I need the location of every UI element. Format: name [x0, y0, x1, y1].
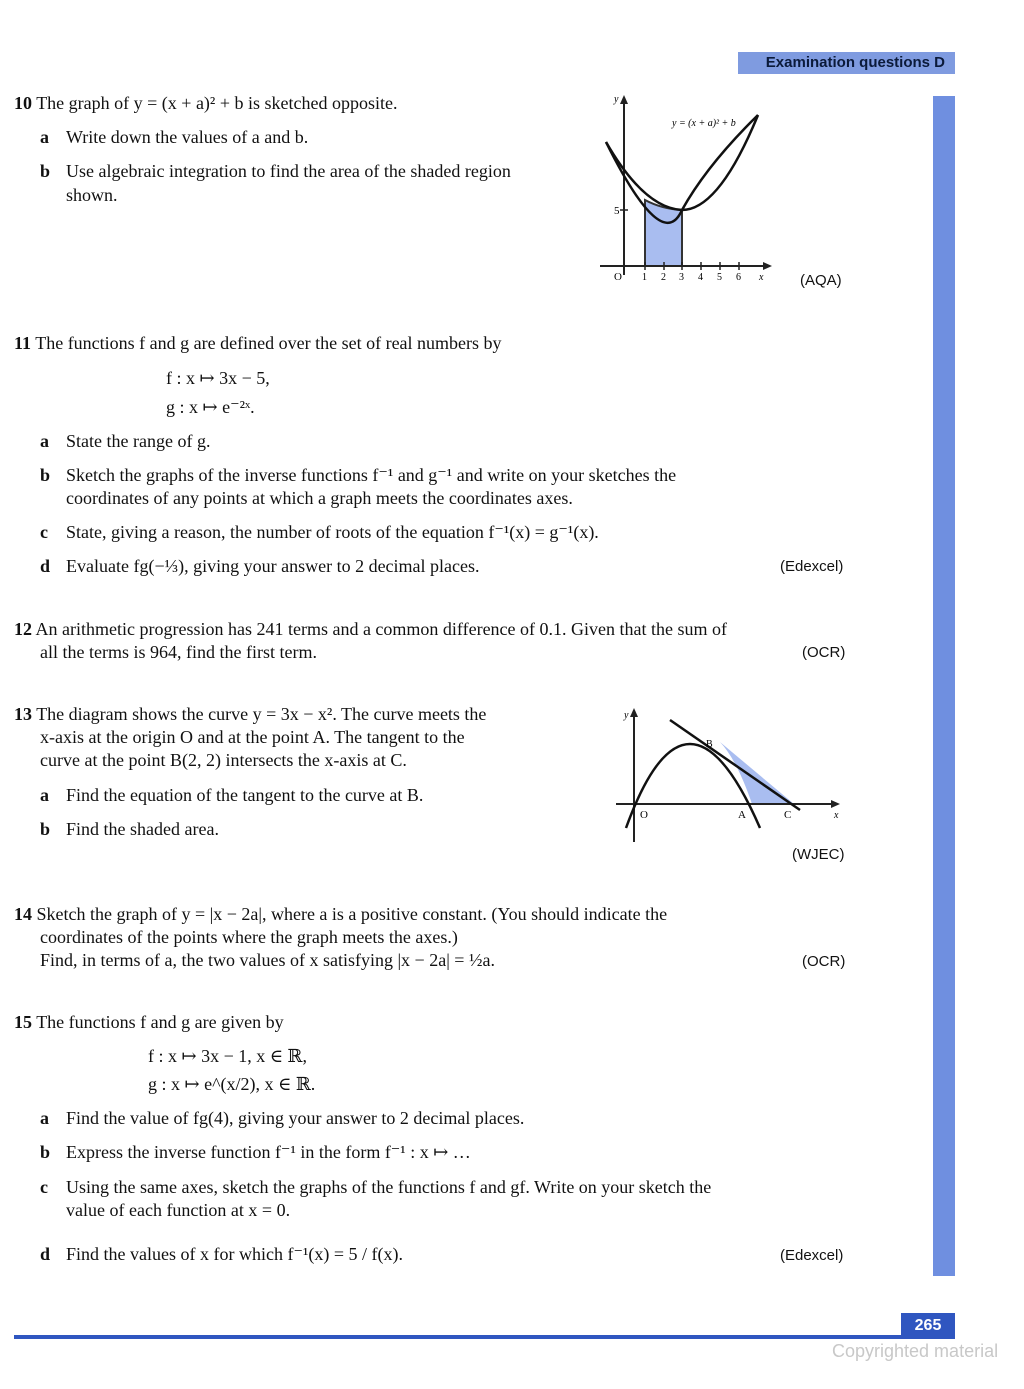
q10-x-tick: 4	[698, 272, 703, 283]
q10-x-tick: 6	[736, 272, 741, 283]
q10-source: (AQA)	[800, 272, 842, 289]
q15-part-d	[40, 1243, 403, 1265]
q10-graph	[592, 90, 782, 290]
q11-part-b-text-1: Sketch the graphs of the inverse functions f⁻¹ and g⁻¹ and write on your sketches the	[66, 465, 677, 485]
q12-text-1: An arithmetic progression has 241 terms and a common difference of 0.1. Given that the sum of	[35, 619, 728, 639]
q11-g-definition: g : x ↦ e⁻²ˣ.	[166, 397, 255, 417]
q10-x-tick: 5	[717, 272, 722, 283]
q13-point-c: C	[784, 809, 792, 821]
side-accent-bar	[933, 96, 955, 1276]
q13-y-label: y	[624, 710, 629, 721]
q10-part-b	[40, 160, 511, 182]
q15-g-definition: g : x ↦ e^(x/2), x ∈ ℝ.	[148, 1074, 316, 1094]
page-number: 265	[901, 1313, 955, 1339]
q13-text-1: The diagram shows the curve y = 3x − x². The curve meets the	[36, 704, 487, 724]
q10-curve	[606, 115, 758, 223]
q14-source: (OCR)	[802, 953, 846, 970]
q13-point-b: B	[706, 739, 713, 750]
q10-x-tick: 3	[679, 272, 684, 283]
q11-number: 11	[14, 333, 32, 353]
q10-x-tick: 1	[642, 272, 647, 283]
q13-part-a-text: Find the equation of the tangent to the curve at B.	[66, 785, 424, 805]
q11-part-d	[40, 555, 480, 577]
footer-rule	[14, 1335, 954, 1339]
q13-graph	[612, 700, 847, 848]
q14-text-1: Sketch the graph of y = |x − 2a|, where a is a positive constant. (You should indicate the	[36, 904, 668, 924]
copyright-watermark: Copyrighted material	[832, 1341, 999, 1361]
q15-part-b	[40, 1141, 471, 1163]
q11-intro-text: The functions f and g are defined over the set of real numbers by	[35, 333, 502, 353]
part-label-d: d	[40, 1244, 51, 1264]
q15-part-b-text: Express the inverse function f⁻¹ in the form f⁻¹ : x ↦ …	[66, 1142, 471, 1162]
q10-x-tick: 2	[661, 272, 666, 283]
q15-part-c-text-1: Using the same axes, sketch the graphs of the functions f and gf. Write on your sketch the	[66, 1177, 712, 1197]
q11-part-c-text: State, giving a reason, the number of roots of the equation f⁻¹(x) = g⁻¹(x).	[66, 522, 599, 542]
q15-number: 15	[14, 1012, 32, 1032]
q15-intro	[14, 1011, 284, 1033]
q10-y-label: y	[614, 94, 619, 105]
part-label-b: b	[40, 465, 51, 485]
q13-origin: O	[640, 809, 648, 821]
part-label-c: c	[40, 522, 48, 542]
q13-x-label: x	[834, 810, 839, 821]
q13-line-1	[14, 703, 486, 725]
q14-number: 14	[14, 904, 32, 924]
q13-point-a: A	[738, 809, 746, 821]
q11-part-b-text-2: coordinates of any points at which a graph meets the coordinates axes.	[66, 488, 573, 508]
part-label-a: a	[40, 1108, 49, 1128]
q10-number: 10	[14, 93, 32, 113]
q11-part-d-text: Evaluate fg(−⅓), giving your answer to 2 decimal places.	[66, 556, 480, 576]
q11-part-a-text: State the range of g.	[66, 431, 211, 451]
q11-source: (Edexcel)	[780, 558, 844, 575]
q10-part-b-text-2: shown.	[66, 185, 118, 205]
q11-intro	[14, 332, 502, 354]
q12-source: (OCR)	[802, 644, 846, 661]
part-label-b: b	[40, 1142, 51, 1162]
q10-y-tick: 5	[614, 205, 620, 217]
q10-intro-text: The graph of y = (x + a)² + b is sketched opposite.	[36, 93, 398, 113]
q14-text-3: Find, in terms of a, the two values of x satisfying |x − 2a| = ½a.	[40, 950, 495, 970]
q13-part-a	[40, 784, 423, 806]
q13-source: (WJEC)	[792, 846, 845, 863]
q13-text-2: x-axis at the origin O and at the point A. The tangent to the	[40, 727, 465, 747]
part-label-c: c	[40, 1177, 48, 1197]
q15-f-definition: f : x ↦ 3x − 1, x ∈ ℝ,	[148, 1046, 308, 1066]
q12-text-2: all the terms is 964, find the first term.	[40, 642, 317, 662]
q15-part-c	[40, 1176, 711, 1198]
q11-part-c	[40, 521, 599, 543]
part-label-b: b	[40, 819, 51, 839]
q12-line-1	[14, 618, 727, 640]
part-label-a: a	[40, 785, 49, 805]
q10-part-b-text-1: Use algebraic integration to find the area of the shaded region	[66, 161, 511, 181]
q10-origin: O	[614, 271, 622, 283]
q10-intro	[14, 92, 397, 114]
q13-number: 13	[14, 704, 32, 724]
q15-part-a-text: Find the value of fg(4), giving your answer to 2 decimal places.	[66, 1108, 525, 1128]
q13-part-b-text: Find the shaded area.	[66, 819, 219, 839]
q10-curve-label: y = (x + a)² + b	[672, 118, 736, 129]
q13-tangent	[670, 720, 800, 810]
q11-part-b	[40, 464, 676, 486]
section-header-tag: Examination questions D	[738, 52, 955, 74]
q11-part-a	[40, 430, 210, 452]
part-label-a: a	[40, 431, 49, 451]
q14-line-1	[14, 903, 667, 925]
part-label-a: a	[40, 127, 49, 147]
q14-text-2: coordinates of the points where the graph meets the axes.)	[40, 927, 458, 947]
q13-part-b	[40, 818, 219, 840]
q10-x-label: x	[759, 272, 764, 283]
part-label-b: b	[40, 161, 51, 181]
q15-part-a	[40, 1107, 524, 1129]
q10-part-a	[40, 126, 308, 148]
q15-part-c-text-2: value of each function at x = 0.	[66, 1200, 291, 1220]
q10-part-a-text: Write down the values of a and b.	[66, 127, 309, 147]
q15-part-d-text: Find the values of x for which f⁻¹(x) = 5 / f(x).	[66, 1244, 403, 1264]
q13-text-3: curve at the point B(2, 2) intersects the x-axis at C.	[40, 750, 407, 770]
part-label-d: d	[40, 556, 51, 576]
q15-intro-text: The functions f and g are given by	[36, 1012, 284, 1032]
q11-f-definition: f : x ↦ 3x − 5,	[166, 368, 270, 388]
q12-number: 12	[14, 619, 32, 639]
q15-source: (Edexcel)	[780, 1247, 844, 1264]
